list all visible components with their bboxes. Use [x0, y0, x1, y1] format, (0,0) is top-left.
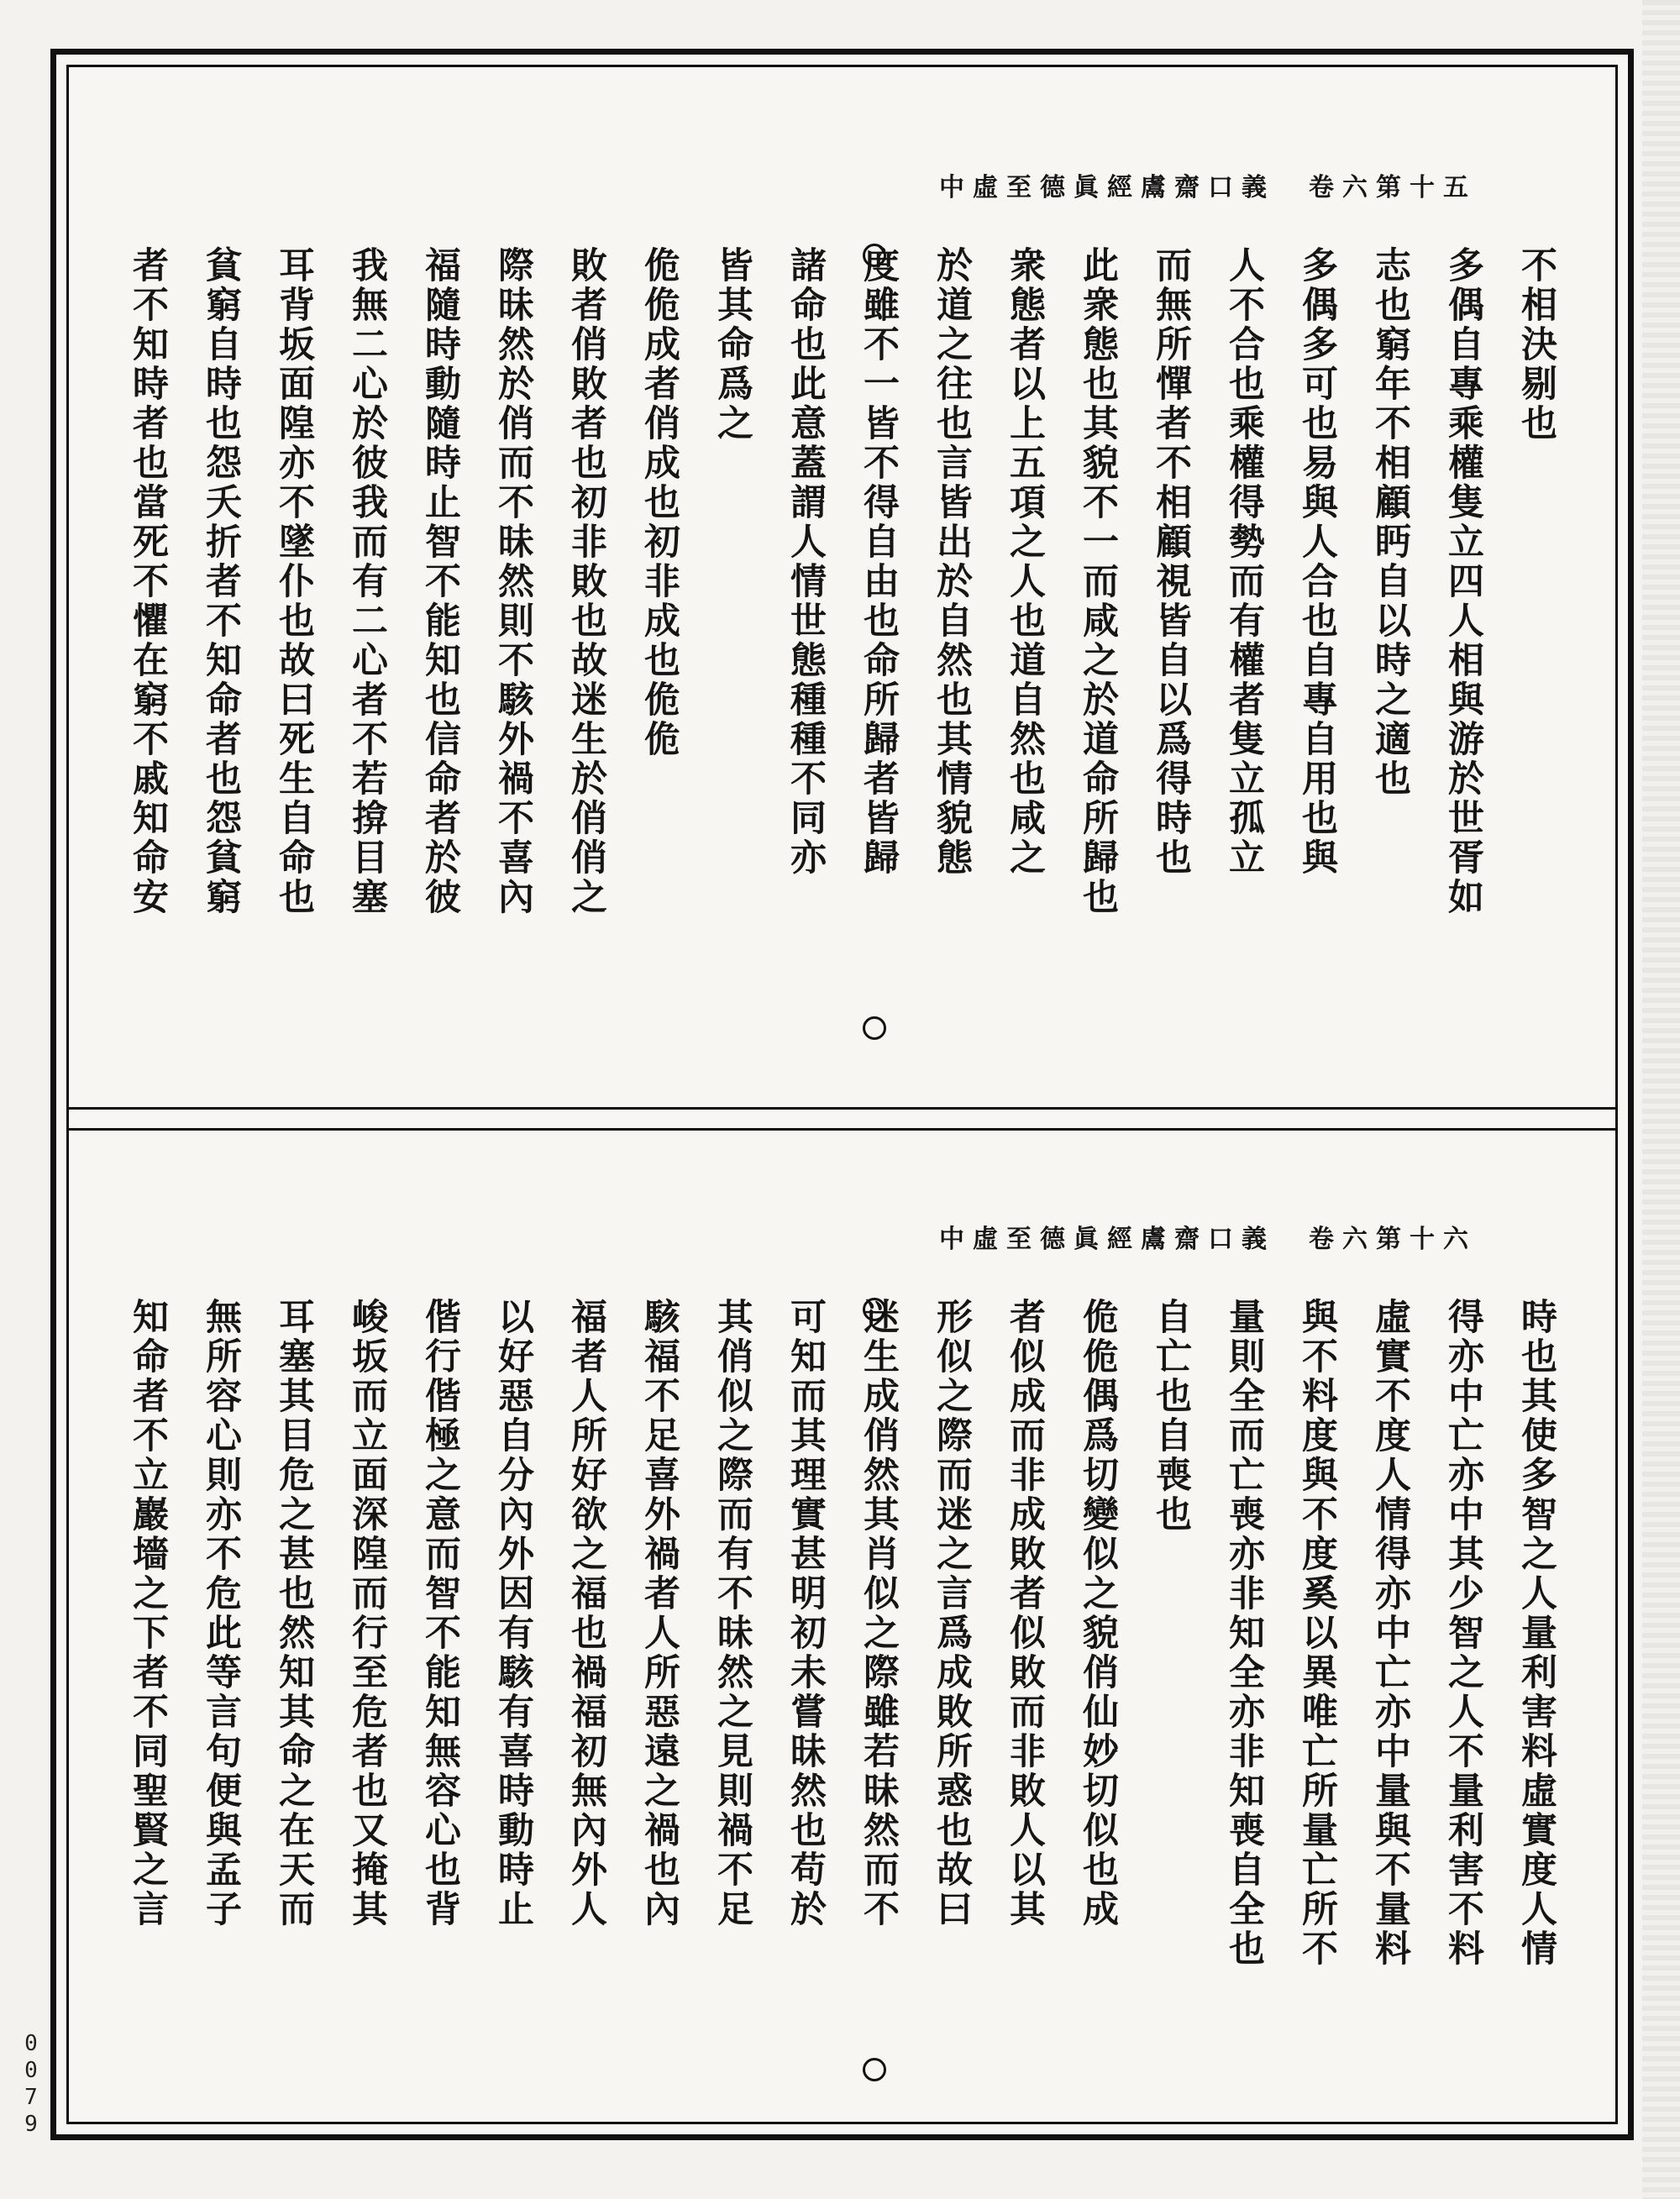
- bottom-page-text: [103, 1298, 1565, 2104]
- text-column: 形似之際而迷之言爲成敗所惑也故曰: [931, 1298, 973, 1929]
- text-column: 福隨時動隨時止智不能知也信命者於彼: [419, 246, 461, 917]
- text-column: 峻坂而立面深隍而行至危者也又掩其: [346, 1298, 388, 1929]
- page-frame: [50, 49, 1634, 2140]
- text-column: 知命者不立巖墻之下者不同聖賢之言: [127, 1298, 169, 1929]
- scan-edge: [1642, 0, 1680, 2199]
- bottom-page-header: 中虛至德眞經鬳齋口義 卷六第十六: [939, 1225, 1477, 1254]
- text-column: 而無所憚者不相顧視皆自以爲得時也: [1150, 246, 1192, 878]
- text-column: 自亡也自喪也: [1150, 1298, 1192, 1535]
- punctuation-circle-icon: [863, 244, 886, 267]
- top-page: [119, 166, 1565, 1107]
- text-column: 佹佹成者俏成也初非成也佹佹: [638, 246, 680, 759]
- text-column: 敗者俏敗者也初非敗也故迷生於俏俏之: [565, 246, 607, 917]
- text-column: 與不料度與不度奚以異唯亡所量亡所不: [1296, 1298, 1338, 1969]
- text-column: 以好惡自分內外因有駭有喜時動時止: [492, 1298, 534, 1929]
- text-column: 皆其命爲之: [711, 246, 753, 443]
- text-column: 人不合也乘權得勢而有權者隻立孤立: [1223, 246, 1265, 878]
- punctuation-circle-icon: [863, 1298, 886, 1321]
- text-column: 此衆態也其貌不一而咸之於道命所歸也: [1077, 246, 1119, 917]
- bottom-page: [119, 1218, 1565, 2150]
- text-column: 偕行偕極之意而智不能知無容心也背: [419, 1298, 461, 1929]
- page-inner-frame: [66, 65, 1618, 2124]
- text-column: 其俏似之際而有不昧然之見則禍不足: [711, 1298, 753, 1929]
- text-column: 志也窮年不相顧眄自以時之適也: [1369, 246, 1411, 799]
- top-page-text: [103, 246, 1565, 1052]
- text-column: 不相決剔也: [1515, 246, 1557, 443]
- text-column: 際昧然於俏而不昧然則不駭外禍不喜內: [492, 246, 534, 917]
- text-column: 諸命也此意蓋謂人情世態種種不同亦: [785, 246, 827, 878]
- text-column: 度雖不一皆不得自由也命所歸者皆歸: [858, 246, 900, 878]
- text-column: 耳塞其目危之甚也然知其命之在天而: [273, 1298, 315, 1929]
- text-column: 虛實不度人情得亦中亡亦中量與不量料: [1369, 1298, 1411, 1969]
- text-column: 衆態者以上五項之人也道自然也咸之: [1004, 246, 1046, 878]
- text-column: 量則全而亡喪亦非知全亦非知喪自全也: [1223, 1298, 1265, 1969]
- text-column: 無所容心則亦不危此等言句便與孟子: [200, 1298, 242, 1929]
- page-divider: [69, 1107, 1615, 1131]
- text-column: 福者人所好欲之福也禍福初無內外人: [565, 1298, 607, 1929]
- page-number: 0079: [18, 2031, 44, 2139]
- text-column: 者似成而非成敗者似敗而非敗人以其: [1004, 1298, 1046, 1929]
- text-column: 貧窮自時也怨夭折者不知命者也怨貧窮: [200, 246, 242, 917]
- text-column: 我無二心於彼我而有二心者不若揜目塞: [346, 246, 388, 917]
- punctuation-circle-icon: [863, 2058, 886, 2081]
- punctuation-circle-icon: [863, 1016, 886, 1040]
- text-column: 耳背坂面隍亦不墜仆也故曰死生自命也: [273, 246, 315, 917]
- text-column: 佹佹偶爲切變似之貌俏仙妙切似也成: [1077, 1298, 1119, 1929]
- text-column: 於道之往也言皆出於自然也其情貌態: [931, 246, 973, 878]
- text-column: 多偶自專乘權隻立四人相與游於世胥如: [1442, 246, 1484, 917]
- text-column: 迷生成俏然其肖似之際雖若昧然而不: [858, 1298, 900, 1929]
- text-column: 者不知時者也當死不懼在窮不戚知命安: [127, 246, 169, 917]
- text-column: 得亦中亡亦中其少智之人不量利害不料: [1442, 1298, 1484, 1969]
- text-column: 駭福不足喜外禍者人所惡遠之禍也內: [638, 1298, 680, 1929]
- text-column: 多偶多可也易與人合也自專自用也與: [1296, 246, 1338, 878]
- text-column: 可知而其理實甚明初未嘗昧然也苟於: [785, 1298, 827, 1929]
- top-page-header: 中虛至德眞經鬳齋口義 卷六第十五: [939, 173, 1477, 202]
- text-column: 時也其使多智之人量利害料虛實度人情: [1515, 1298, 1557, 1969]
